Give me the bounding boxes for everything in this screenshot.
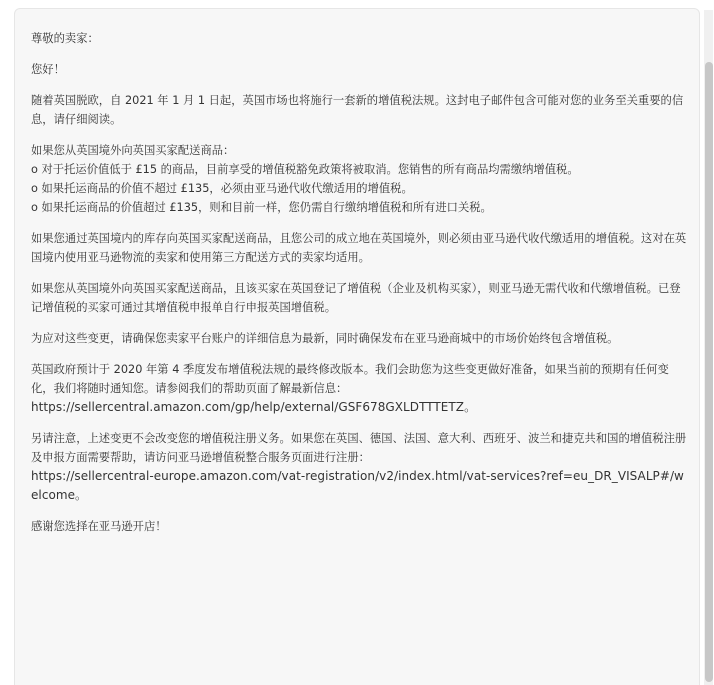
bullet-item-2: o 如果托运商品的价值不超过 £135，必须由亚马逊代收代缴适用的增值税。 [31,182,413,195]
govt-paragraph [31,360,689,417]
outside-uk-heading: 如果您从英国境外向英国买家配送商品： [31,144,235,157]
registered-buyer-paragraph: 如果您从英国境外向英国买家配送商品，且该买家在英国登记了增值税（企业及机构买家），则亚马逊无需代收和代缴增值税。已登记增值税的买家可通过其增值税申报单自行申报英国增值税。 [31,282,681,314]
email-body-panel [14,8,700,685]
greeting: 尊敬的卖家： [31,32,99,45]
outside-uk-section [31,141,689,217]
prepare-paragraph: 为应对这些变更，请确保您卖家平台账户的详细信息为最新，同时确保发布在亚马逊商城中的市场价始终包含增值税。 [31,332,619,345]
bullet-item-1: o 对于托运价值低于 £15 的商品，目前享受的增值税豁免政策将被取消。您销售的所有商品均需缴纳增值税。 [31,163,579,176]
help-page-link[interactable]: https://sellercentral.amazon.com/gp/help/external/GSF678GXLDTTTETZ。 [31,400,477,414]
inside-uk-paragraph: 如果您通过英国境内的库存向英国买家配送商品，且您公司的成立地在英国境外，则必须由亚马逊代收代缴适用的增值税。这对在英国境内使用亚马逊物流的卖家和使用第三方配送方式的卖家均适用。 [31,232,687,264]
govt-paragraph-text: 英国政府预计于 2020 年第 4 季度发布增值税法规的最终修改版本。我们会助您为这些变更做好准备，如果当前的预期有任何变化，我们将随时通知您。请参阅我们的帮助页面了解最新信息： [31,363,669,395]
email-content [31,29,689,548]
note-paragraph [31,429,689,505]
hello-line: 您好！ [31,63,65,76]
closing-line: 感谢您选择在亚马逊开店！ [31,520,167,533]
intro-paragraph: 随着英国脱欧，自 2021 年 1 月 1 日起，英国市场也将施行一套新的增值税法规。这封电子邮件包含可能对您的业务至关重要的信息，请仔细阅读。 [31,94,684,126]
vat-services-link[interactable]: https://sellercentral-europe.amazon.com/vat-registration/v2/index.html/vat-services?ref=eu_DR_VISALP#/welcome。 [31,469,684,502]
note-paragraph-text: 另请注意，上述变更不会改变您的增值税注册义务。如果您在英国、德国、法国、意大利、西班牙、波兰和捷克共和国的增值税注册及申报方面需要帮助，请访问亚马逊增值税整合服务页面进行注册： [31,432,687,464]
bullet-item-3: o 如果托运商品的价值超过 £135，则和目前一样，您仍需自行缴纳增值税和所有进口关税。 [31,201,492,214]
scrollbar-thumb[interactable] [705,62,713,682]
